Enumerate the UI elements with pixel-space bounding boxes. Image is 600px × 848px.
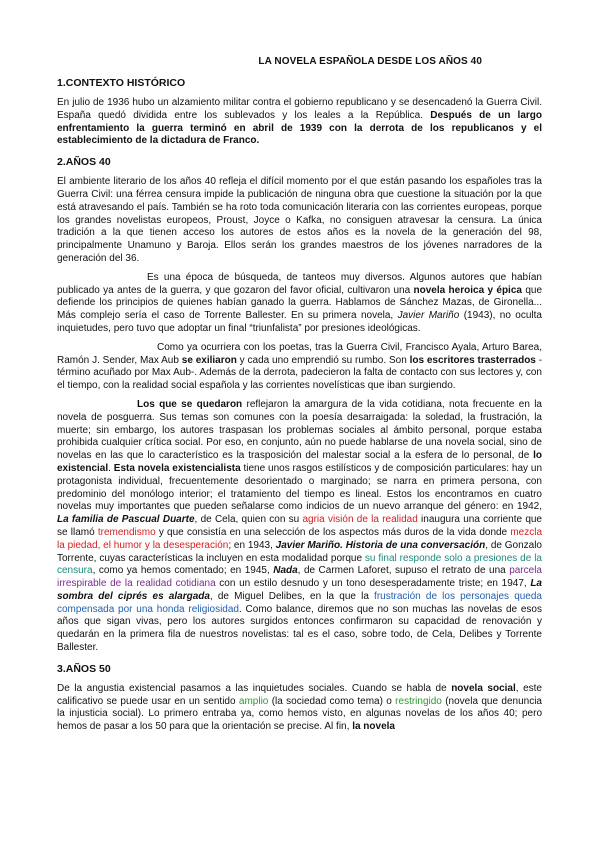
section-heading-anos-50: 3.AÑOS 50 (57, 662, 111, 675)
paragraph-angustia: De la angustia existencial pasamos a las inquietudes sociales. Cuando se habla de novela social, este calificativo se puede usar en un sentido amplio (la sociedad como tema) o restringido (novela que denuncia la injusticia social). Lo primero entraba ya, como hemos visto, en algunas novelas de los años 40; pero hemos de pasar a los 50 para que la orientación se precise. Al fin, la novela (57, 682, 542, 733)
paragraph-se-quedaron: Los que se quedaron reflejaron la amargura de la vida cotidiana, nota frecuente en la novela de posguerra. Sus temas son comunes con la poesía desarraigada: la soledad, la frustración, la muerte; sin embargo, los autores traspasan los problemas sociales al ámbito personal, porque estaba prohibida cualquier crítica social. Por eso, en conjunto, aún no puede hablarse de una novela social, sino de novelas en las que lo característico es la trasposición del malestar social a la esfera de lo personal, de lo existencial. Esta novela existencialista tiene unos rasgos estilísticos y de composición particulares: hay un protagonista individual, frecuentemente desorientado o marginado; se narra en primera persona, con predominio del monólogo interior; el tratamiento del tiempo es lineal. Estos los encontramos en cuatro novelas muy importantes que pueden señalarse como indicios de un nuevo arranque del género: en 1942, La familia de Pascual Duarte, de Cela, quien con su agria visión de la realidad inaugura una corriente que se llamó tremendismo y que consistía en una selección de los aspectos más duros de la vida donde mezcla la piedad, el humor y la desesperación; en 1943, Javier Mariño. Historia de una conversación, de Gonzalo Torrente, cuyas características la incluyen en esta modalidad porque su final responde solo a presiones de la censura, como ya hemos comentado; en 1945, Nada, de Carmen Laforet, supuso el retrato de una parcela irrespirable de la realidad cotidiana con un estilo desnudo y un tono desesperadamente triste; en 1947, La sombra del ciprés es alargada, de Miguel Delibes, en la que la frustración de los personajes queda compensada por una honda religiosidad. Como balance, diremos que no son muchas las novelas de esos años que sigan vivas, pero los autores surgidos entonces confirmaron su capacidad de renovación y quedarán en la primera fila de nuestros novelistas: tal es el caso, sobre todo, de Cela, Delibes y Torrente Ballester. (57, 398, 543, 654)
paragraph-exiliados: Como ya ocurriera con los poetas, tras la Guerra Civil, Francisco Ayala, Arturo Barea, Ramón J. Sender, Max Aub se exiliaron y cada uno emprendió su rumbo. Son los escritores trasterrados -término acuñado por Max Aub-. Además de la derrota, padecieron la falta de contacto con sus lectores y, con el tiempo, con la realidad social española y las corrientes novelísticas que iban surgiendo. (57, 341, 543, 392)
document-title: LA NOVELA ESPAÑOLA DESDE LOS AÑOS 40 (258, 56, 482, 67)
paragraph-busqueda: Es una época de búsqueda, de tanteos muy diversos. Algunos autores que habían publicado ya antes de la guerra, y que gozaron del favor oficial, cultivaron una novela heroica y épica que defiende los principios de quienes habían ganado la guerra. Hablamos de Sánchez Mazas, de Gironella... Más complejo sería el caso de Torrente Ballester. En su primera novela, Javier Mariño (1943), no oculta inquietudes, pero tuvo que adoptar un final “triunfalista” por presiones ideológicas. (57, 271, 543, 334)
paragraph-contexto: En julio de 1936 hubo un alzamiento militar contra el gobierno republicano y se desencadenó la Guerra Civil. España quedó dividida entre los sublevados y los leales a la República. Después de un largo enfrentamiento la guerra terminó en abril de 1939 con la derrota de los republicanos y el establecimiento de la dictadura de Franco. (57, 97, 543, 147)
section-heading-contexto: 1.CONTEXTO HISTÓRICO (57, 77, 186, 89)
paragraph-ambiente: El ambiente literario de los años 40 refleja el difícil momento por el que están pasando los españoles tras la Guerra Civil: una férrea censura impide la publicación de ninguna obra que cuestione la situación por la que está atravesando el país. También se ha roto toda comunicación literaria con las corrientes europeas, porque los grandes novelistas europeos, Proust, Joyce o Kafka, no consiguen atravesar la censura. La única tradición a la que tienen acceso los autores de estos años es la novela de la generación del 98, principalmente Unamuno y Baroja. Ellos serán los grandes maestros de los jóvenes narradores de la generación del 36. (57, 176, 542, 264)
section-heading-anos-40: 2.AÑOS 40 (57, 156, 111, 169)
